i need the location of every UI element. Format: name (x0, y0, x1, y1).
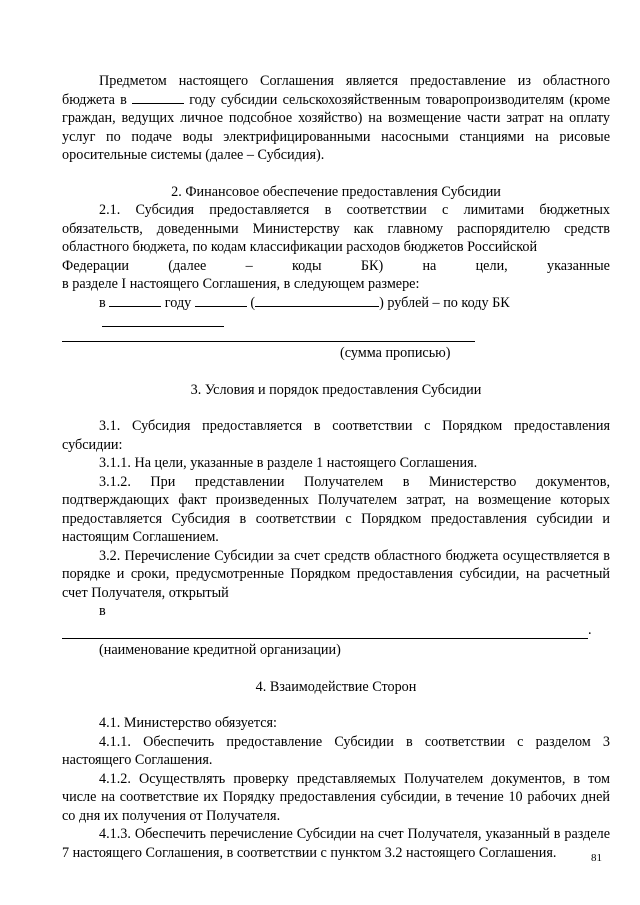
intro-paragraph (62, 72, 610, 165)
paragraph-3-1-1: 3.1.1. На цели, указанные в разделе 1 настоящего Соглашения. (99, 455, 478, 471)
amount-words-blank (255, 294, 379, 307)
section-2-title: 2. Финансовое обеспечение предоставления Субсидии (171, 183, 501, 200)
sum-caption: (сумма прописью) (340, 345, 451, 361)
sum-in-words-blank (62, 327, 475, 342)
paragraph-4-1-1: 4.1.1. Обеспечить предоставление Субсидии в соответствии с разделом 3 настоящего Соглашения. (62, 733, 610, 768)
paragraph-2-1-justified-line: Федерации (далее – коды БК) на цели, указанные (62, 257, 610, 274)
paragraph-4-1: 4.1. Министерство обязуется: (99, 715, 277, 731)
bank-name-blank (62, 626, 588, 639)
intro-text-end: году субсидии сельскохозяйственным товаропроизводителям (кроме граждан, ведущих личное подсобное хозяйство) на возмещение части затрат на оплату услуг по подаче воды электрифицированными насосными станциями на рисовые оросительные системы (далее – Субсидия). (62, 91, 611, 163)
bank-caption: (наименование кредитной организации) (99, 642, 341, 658)
section-4-title: 4. Взаимодействие Сторон (255, 678, 417, 695)
bk-code-blank (102, 312, 224, 327)
paragraph-3-2: 3.2. Перечисление Субсидии за счет средств областного бюджета осуществляется в порядке и сроки, предусмотренные Порядком предоставления субсидии, на расчетный счет Получателя, открытый (62, 547, 610, 601)
paragraph-3-1: 3.1. Субсидия предоставляется в соответствии с Порядком предоставления субсидии: (62, 418, 610, 453)
paragraph-4-1-2: 4.1.2. Осуществлять проверку представляемых Получателем документов, в том числе на соответствие их Порядку предоставления субсидии, в течение 10 рабочих дней со дня их получения от Получателя. (62, 770, 610, 824)
paragraph-2-1-end: в разделе I настоящего Соглашения, в следующем размере: (62, 276, 420, 292)
paragraph-4-1-3: 4.1.3. Обеспечить перечисление Субсидии на счет Получателя, указанный в разделе 7 настоящего Соглашения, в соответствии с пунктом 3.2 настоящего Соглашения. (62, 826, 610, 861)
bank-name-line: . (62, 621, 610, 640)
year-blank (132, 91, 184, 104)
amount-line: в году ( ) рублей – по коду БК (99, 294, 510, 311)
page-number: 81 (591, 852, 602, 864)
document-body (62, 72, 610, 862)
paragraph-2-1: 2.1. Субсидия предоставляется в соответствии с лимитами бюджетных обязательств, доведенными Министерству как главному распорядителю средств областного бюджета, по кодам классификации расходов бюджетов Российской (62, 202, 610, 255)
paragraph-3-2-prefix: в (99, 603, 106, 619)
amount-year-blank (109, 294, 161, 307)
paragraph-3-1-2: 3.1.2. При представлении Получателем в Министерство документов, подтверждающих факт произведенных Получателем затрат, на возмещение которых предоставляется Субсидия в соответствии с Порядком предоставления субсидии и настоящим Соглашением. (62, 473, 610, 545)
section-3-title: 3. Условия и порядок предоставления Субсидии (190, 381, 482, 398)
intro-text-start: Предметом настоящего Соглашения является предоставление из областного бюджета в (62, 73, 610, 108)
amount-number-blank (195, 294, 247, 307)
